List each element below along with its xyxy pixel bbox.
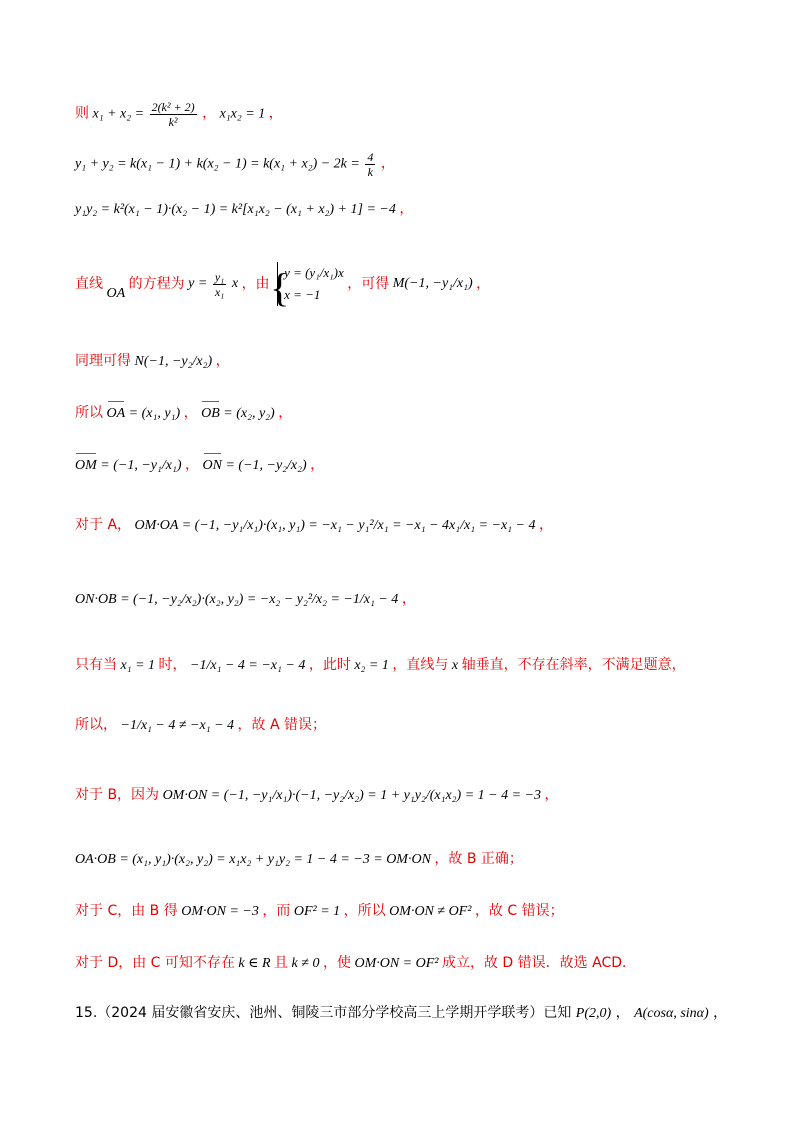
- frac-y1-x1: $\frac{\text{y₁}}{\text{x₁}}$: [214, 269, 225, 299]
- math-oa-ob: OA·OB = (x₁, y₁)·(x₂, y₂) = x₁x₂ + y₁y₂ = 1 − 4 = −3 = OM·ON: [75, 852, 431, 867]
- line-conclusion-a: 所以， −1/x₁ − 4 ≠ −x₁ − 4 ，故 A 错误；: [75, 717, 327, 733]
- math-point-a: A(cosα, sinα): [634, 1006, 709, 1021]
- line-y-sum: y₁ + y₂ = k(x₁ − 1) + k(x₂ − 1) = k(x₁ + x₂) − 2k = $\frac{4}{k}$ ，: [75, 150, 395, 179]
- line-oa-ob: 所以 OA = (x₁, y₁) ， OB = (x₂, y₂) ，: [75, 405, 293, 421]
- equation-system: { y = (y₁/x₁)x x = −1: [277, 262, 344, 306]
- line-point-n: 同理可得 N(−1, −y₂/x₂) ，: [75, 353, 230, 369]
- line-om-on: OM = (−1, −y₁/x₁) ， ON = (−1, −y₂/x₂) ，: [75, 457, 325, 473]
- math-point-p: P(2,0): [575, 1006, 612, 1021]
- math-point-n: N(−1, −y₂/x₂): [134, 354, 213, 369]
- line-y-product: y₁y₂ = k²(x₁ − 1)·(x₂ − 1) = k²[x₁x₂ − (x₁ + x₂) + 1] = −4 ，: [75, 201, 414, 217]
- math-sum-lhs: x₁ + x₂ =: [92, 106, 145, 122]
- math-on-ob: ON·OB = (−1, −y₂/x₂)·(x₂, y₂) = −x₂ − y₂²/x₂ = −1/x₁ − 4: [75, 592, 399, 607]
- math-om-oa: OM·OA = (−1, −y₁/x₁)·(x₁, y₁) = −x₁ − y₁²/x₁ = −x₁ − 4x₁/x₁ = −x₁ − 4: [134, 518, 536, 533]
- vector-ob: OB: [201, 406, 220, 421]
- line-option-a: 对于 A， OM·OA = (−1, −y₁/x₁)·(x₁, y₁) = −x₁ − y₁²/x₁ = −x₁ − 4x₁/x₁ = −x₁ − 4 ，: [75, 517, 553, 533]
- vector-oa: OA: [106, 406, 126, 421]
- line-sum-product: 则 x₁ + x₂ = $\frac{\text{2(k² + 2)}}{\text{k²}}$ ， x₁x₂ = 1 ，: [75, 100, 283, 129]
- frac-4-k: $\frac{4}{k}$: [367, 150, 374, 179]
- math-product: x₁x₂ = 1: [219, 106, 266, 122]
- line-oa-ob-product: OA·OB = (x₁, y₁)·(x₂, y₂) = x₁x₂ + y₁y₂ = 1 − 4 = −3 = OM·ON ，故 B 正确；: [75, 851, 523, 867]
- math-y-sum: y₁ + y₂ = k(x₁ − 1) + k(x₂ − 1) = k(x₁ + x₂) − 2k =: [75, 156, 360, 172]
- question-15-header: 15.（2024 届安徽省安庆、池州、铜陵三市部分学校高三上学期开学联考）已知 P(2,0) ， A(cosα, sinα) ，: [75, 1005, 728, 1021]
- line-condition: 只有当 x₁ = 1 时， −1/x₁ − 4 = −x₁ − 4 ，此时 x₂ = 1 ，直线与 x 轴垂直，不存在斜率，不满足题意，: [75, 657, 686, 673]
- frac-sum: $\frac{\text{2(k² + 2)}}{\text{k²}}$: [151, 100, 195, 129]
- vector-om: OM: [75, 458, 97, 473]
- vector-on: ON: [202, 458, 222, 473]
- math-y-product: y₁y₂ = k²(x₁ − 1)·(x₂ − 1) = k²[x₁x₂ − (x₁ + x₂) + 1] = −4: [75, 202, 396, 217]
- line-oa-equation: 直线 OA 的方程为 y = $\frac{\text{y₁}}{\text{x₁}}$ x ，由 { y = (y₁/x₁)x x = −1 ，可得 M(−1, −y₁/x₁) ，: [75, 262, 490, 306]
- line-option-c: 对于 C，由 B 得 OM·ON = −3 ，而 OF² = 1 ，所以 OM·ON ≠ OF² ，故 C 错误；: [75, 903, 564, 919]
- text-prefix: 则: [75, 105, 89, 122]
- line-option-b: 对于 B，因为 OM·ON = (−1, −y₁/x₁)·(−1, −y₂/x₂) = 1 + y₁y₂/(x₁x₂) = 1 − 4 = −3 ，: [75, 787, 559, 803]
- line-on-ob: ON·OB = (−1, −y₂/x₂)·(x₂, y₂) = −x₂ − y₂²/x₂ = −1/x₁ − 4 ，: [75, 591, 416, 607]
- math-point-m: M(−1, −y₁/x₁): [392, 276, 473, 291]
- line-option-d: 对于 D，由 C 可知不存在 k ∈ R 且 k ≠ 0 ，使 OM·ON = OF² 成立，故 D 错误．故选 ACD．: [75, 955, 637, 971]
- math-om-on: OM·ON = (−1, −y₁/x₁)·(−1, −y₂/x₂) = 1 + y₁y₂/(x₁x₂) = 1 − 4 = −3: [162, 788, 541, 803]
